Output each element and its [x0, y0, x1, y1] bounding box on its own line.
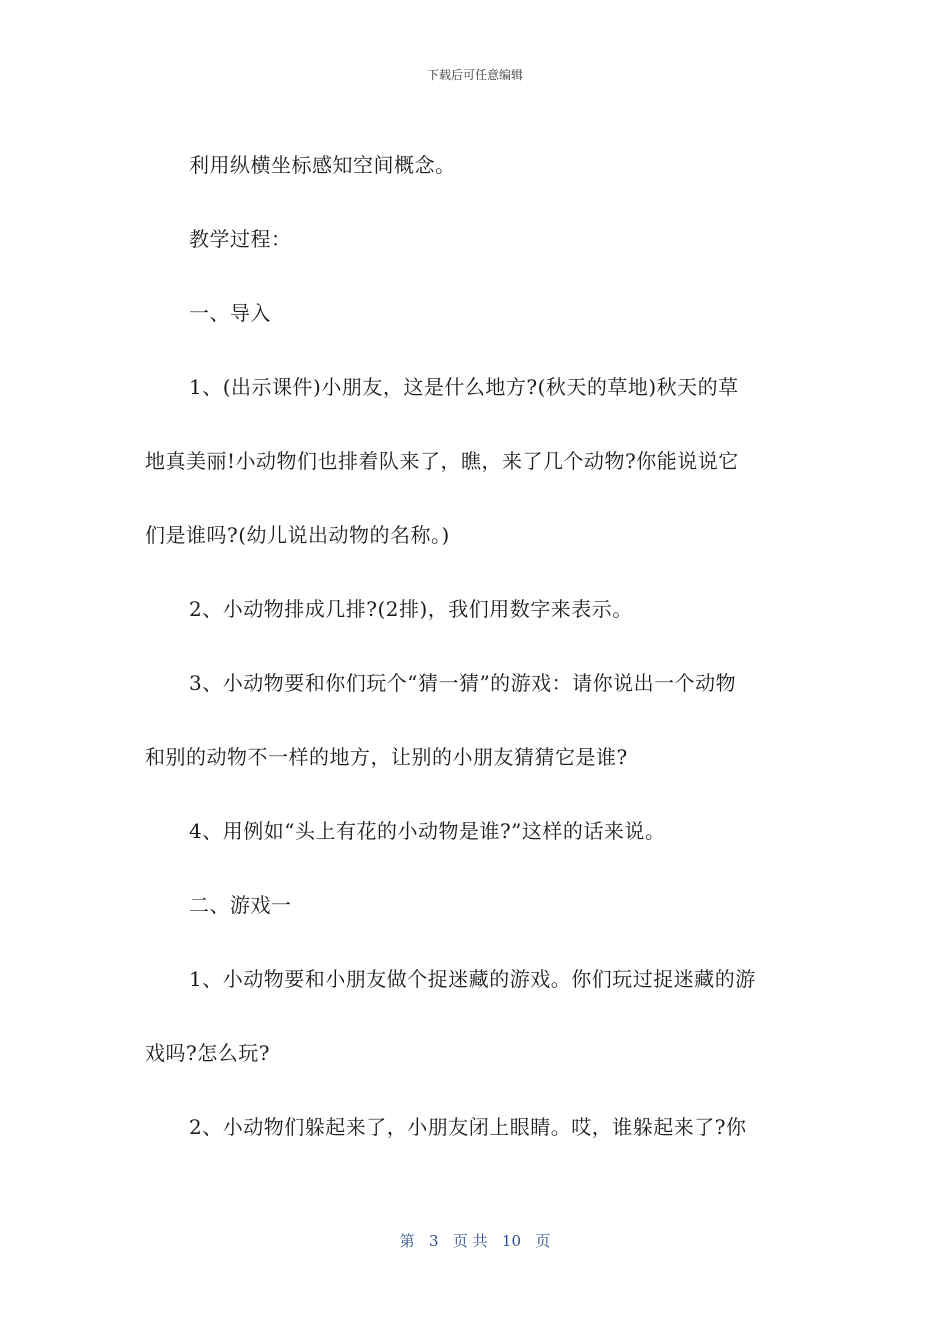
paragraph-line-8: 3、小动物要和你们玩个“猜一猜”的游戏：请你说出一个动物	[189, 671, 737, 695]
paragraph-line-12: 1、小动物要和小朋友做个捉迷藏的游戏。你们玩过捉迷藏的游	[189, 967, 756, 991]
page-footer	[0, 1230, 950, 1251]
paragraph-line-7: 2、小动物排成几排?(2排)，我们用数字来表示。	[189, 597, 633, 621]
paragraph-line-5: 地真美丽!小动物们也排着队来了，瞧，来了几个动物?你能说说它	[145, 449, 739, 473]
footer-middle: 页 共	[452, 1232, 488, 1250]
footer-page-number: 3	[428, 1232, 439, 1250]
paragraph-line-6: 们是谁吗?(幼儿说出动物的名称。)	[145, 523, 450, 547]
page-header: 下载后可任意编辑	[426, 68, 523, 82]
footer-total-pages: 10	[501, 1232, 522, 1250]
paragraph-line-9: 和别的动物不一样的地方，让别的小朋友猜猜它是谁?	[145, 745, 628, 769]
paragraph-line-14: 2、小动物们躲起来了，小朋友闭上眼睛。哎，谁躲起来了?你	[189, 1115, 747, 1139]
paragraph-line-1: 利用纵横坐标感知空间概念。	[189, 153, 456, 177]
document-body	[145, 128, 810, 1164]
footer-prefix: 第	[399, 1232, 415, 1250]
paragraph-line-4: 1、(出示课件)小朋友，这是什么地方?(秋天的草地)秋天的草	[189, 375, 739, 399]
paragraph-line-2: 教学过程：	[189, 227, 292, 251]
paragraph-line-10: 4、用例如“头上有花的小动物是谁?”这样的话来说。	[189, 819, 666, 843]
paragraph-line-3: 一、导入	[189, 301, 271, 325]
paragraph-line-13: 戏吗?怎么玩?	[145, 1041, 270, 1065]
paragraph-line-11: 二、游戏一	[189, 893, 292, 917]
footer-suffix: 页	[535, 1232, 551, 1250]
